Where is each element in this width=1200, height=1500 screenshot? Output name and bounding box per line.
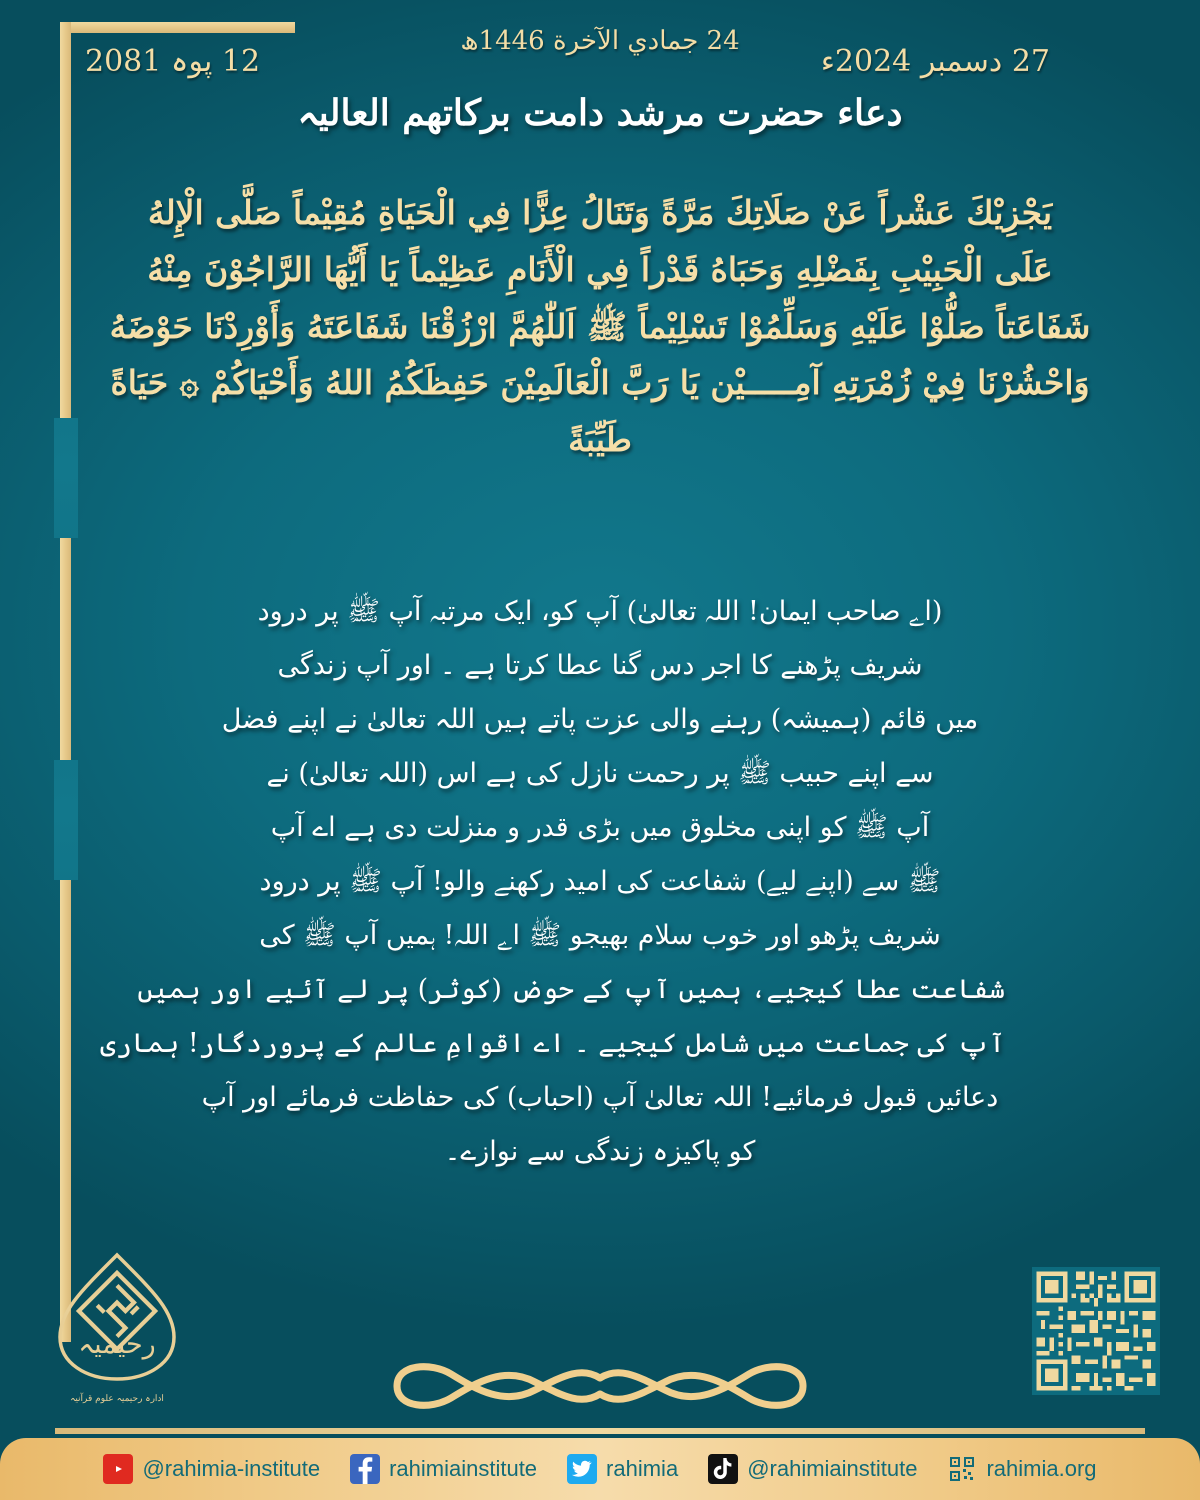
date-local: 12 پوہ 2081 bbox=[85, 44, 261, 79]
rahimia-logo bbox=[42, 1245, 192, 1395]
urdu-line: آپ کی جماعت میں شامل کیجیے ۔ اے اقوامِ عالم کے پروردگار! ہماری bbox=[100, 1028, 1005, 1059]
social-label-youtube: @rahimia-institute bbox=[142, 1456, 321, 1481]
social-label-website: rahimia.org bbox=[986, 1456, 1097, 1481]
urdu-line: شفاعت عطا کیجیے، ہمیں آپ کے حوض (کوثر) پر لے آئیے اور ہمیں bbox=[137, 974, 1005, 1005]
urdu-line: سے اپنے حبیب ﷺ پر رحمت نازل کی ہے اس (اللہ تعالیٰ) نے bbox=[266, 758, 934, 789]
qr-icon bbox=[947, 1454, 977, 1484]
page-title: دعاء حضرت مرشد دامت بركاتهم العالیہ bbox=[297, 92, 903, 134]
urdu-line: میں قائم (ہمیشہ) رہنے والی عزت پاتے ہیں اللہ تعالیٰ نے اپنے فضل bbox=[221, 704, 979, 735]
urdu-translation-block bbox=[100, 585, 1005, 1179]
arabic-line: عَلَى الْحَبِيْبِ بِفَضْلِهِ وَحَبَاهُ قَدْراً فِي الْأَنَامِ عَظِيْماً يَا أَيُّهَا الرَّاجُوْنَ مِنْهُ bbox=[147, 249, 1053, 289]
urdu-line: ﷺ سے (اپنے لیے) شفاعت کی امید رکھنے والو! آپ ﷺ پر درود bbox=[259, 866, 941, 897]
date-gregorian: 27 دسمبر 2024ء bbox=[820, 44, 1050, 79]
arabic-line: وَاحْشُرْنَا فِيْ زُمْرَتِهِ آمِـــــيْن يَا رَبَّ الْعَالَمِيْنَ حَفِظَكُمُ اللهُ وَأَحْيَاكُمْ ۞ حَيَاةً bbox=[110, 363, 1090, 403]
facebook-icon bbox=[350, 1454, 380, 1484]
date-hijri: 24 جمادي الآخرة 1446ھ bbox=[460, 26, 740, 56]
frame-notch-left-upper bbox=[54, 418, 78, 538]
logo-caption: ادارہ رحیمیہ علوم قرآنیہ bbox=[70, 1394, 164, 1404]
ornament-flourish bbox=[385, 1350, 815, 1420]
arabic-line: طَيِّبَةً bbox=[568, 420, 632, 459]
frame-notch-left-lower bbox=[54, 760, 78, 880]
header bbox=[0, 18, 1200, 168]
urdu-line: شریف پڑھو اور خوب سلام بھیجو ﷺ اے اللہ! ہمیں آپ ﷺ کی bbox=[259, 920, 941, 951]
social-item-website[interactable] bbox=[947, 1454, 1096, 1484]
urdu-line: (اے صاحب ایمان! اللہ تعالیٰ) آپ کو، ایک مرتبہ آپ ﷺ پر درود bbox=[257, 596, 943, 627]
urdu-line: شریف پڑھنے کا اجر دس گنا عطا کرتا ہے ۔ اور آپ زندگی bbox=[277, 650, 923, 681]
social-item-facebook[interactable] bbox=[350, 1454, 537, 1484]
social-label-twitter: rahimia bbox=[606, 1456, 679, 1481]
social-item-twitter[interactable] bbox=[567, 1454, 678, 1484]
qr-code[interactable] bbox=[1032, 1267, 1160, 1395]
arabic-line: شَفَاعَتاً صَلُّوْا عَلَيْهِ وَسَلِّمُوْا تَسْلِيْماً ﷺ اَللّٰهُمَّ ارْزُقْنَا شَفَاعَتَهُ وَأَوْرِدْنَا حَوْضَهُ bbox=[109, 306, 1091, 346]
bottom-divider bbox=[55, 1428, 1145, 1434]
twitter-icon bbox=[567, 1454, 597, 1484]
arabic-dua-block bbox=[95, 185, 1105, 469]
social-footer bbox=[0, 1438, 1200, 1500]
social-item-youtube[interactable] bbox=[103, 1454, 320, 1484]
tiktok-icon bbox=[708, 1454, 738, 1484]
social-label-facebook: rahimiainstitute bbox=[389, 1456, 538, 1481]
logo-name: رحیمیہ bbox=[78, 1329, 156, 1360]
urdu-line: کو پاکیزہ زندگی سے نوازے۔ bbox=[444, 1136, 756, 1167]
arabic-line: يَجْزِيْكَ عَشْراً عَنْ صَلَاتِكَ مَرَّةً وَتَنَالُ عِزًّا فِي الْحَيَاةِ مُقِيْماً صَلَّى الْإِلهُ bbox=[147, 193, 1053, 232]
urdu-line: دعائیں قبول فرمائیے! اللہ تعالیٰ آپ (احباب) کی حفاظت فرمائے اور آپ bbox=[201, 1082, 999, 1113]
social-item-tiktok[interactable] bbox=[708, 1454, 917, 1484]
social-label-tiktok: @rahimiainstitute bbox=[747, 1456, 918, 1481]
youtube-icon bbox=[103, 1454, 133, 1484]
urdu-line: آپ ﷺ کو اپنی مخلوق میں بڑی قدر و منزلت دی ہے اے آپ bbox=[270, 812, 930, 843]
frame-left-bar bbox=[60, 22, 71, 1342]
